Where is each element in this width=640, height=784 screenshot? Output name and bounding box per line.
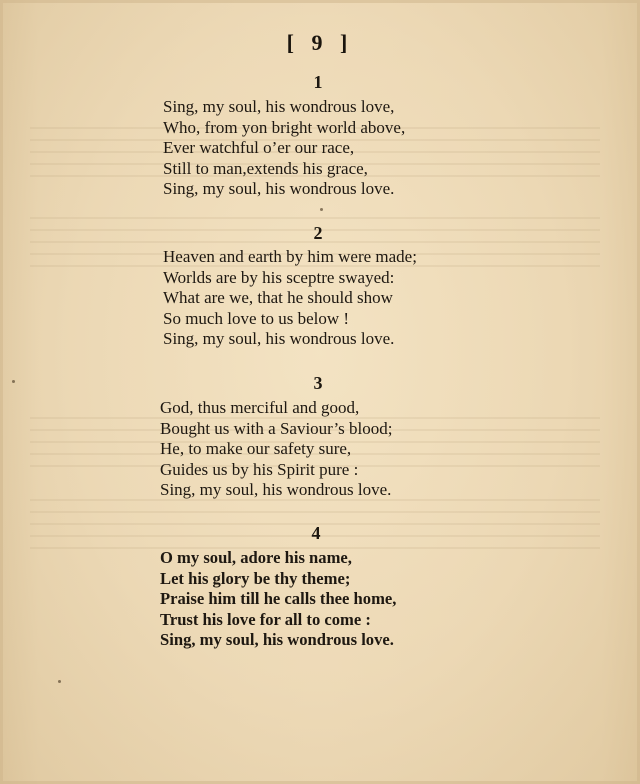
page-number: [ 9 ] (286, 30, 354, 55)
verse-line: Sing, my soul, his wondrous love. (163, 179, 395, 198)
verse-line: So much love to us below ! (163, 308, 350, 328)
verse-line: Trust his love for all to come : (160, 609, 371, 629)
stanza (163, 247, 503, 350)
stanza (163, 97, 503, 200)
verse-line: Still to man,extends his grace, (163, 158, 368, 178)
verse-line: Guides us by his Spirit pure : (160, 459, 359, 479)
verse-line: Sing, my soul, his wondrous love. (160, 630, 394, 649)
verse-line: Worlds are by his sceptre swayed: (163, 267, 395, 287)
verse-line: Ever watchful o’er our race, (163, 138, 355, 157)
verse-line: Bought us with a Saviour’s blood; (160, 418, 393, 438)
stanza-number: 4 (311, 523, 321, 543)
paper-speck (58, 680, 61, 683)
verse-line: What are we, that he should show (163, 288, 393, 307)
paper-speck (320, 208, 323, 211)
stanza-number: 2 (313, 223, 323, 243)
verse-line: Praise him till he calls thee home, (160, 589, 397, 608)
stanza (160, 398, 500, 501)
verse-line: Sing, my soul, his wondrous love. (160, 480, 392, 499)
verse-line: Sing, my soul, his wondrous love, (163, 97, 395, 116)
verse-line: Who, from yon bright world above, (163, 117, 406, 137)
verse-line: He, to make our safety sure, (160, 439, 352, 458)
verse-line: God, thus merciful and good, (160, 398, 360, 417)
stanza (160, 548, 500, 651)
verse-line: Heaven and earth by him were made; (163, 247, 417, 266)
verse-line: O my soul, adore his name, (160, 548, 352, 567)
verse-line: Let his glory be thy theme; (160, 568, 351, 588)
stanza-number: 1 (313, 72, 323, 92)
paper-speck (12, 380, 15, 383)
stanza-number: 3 (313, 373, 323, 393)
verse-line: Sing, my soul, his wondrous love. (163, 329, 395, 348)
